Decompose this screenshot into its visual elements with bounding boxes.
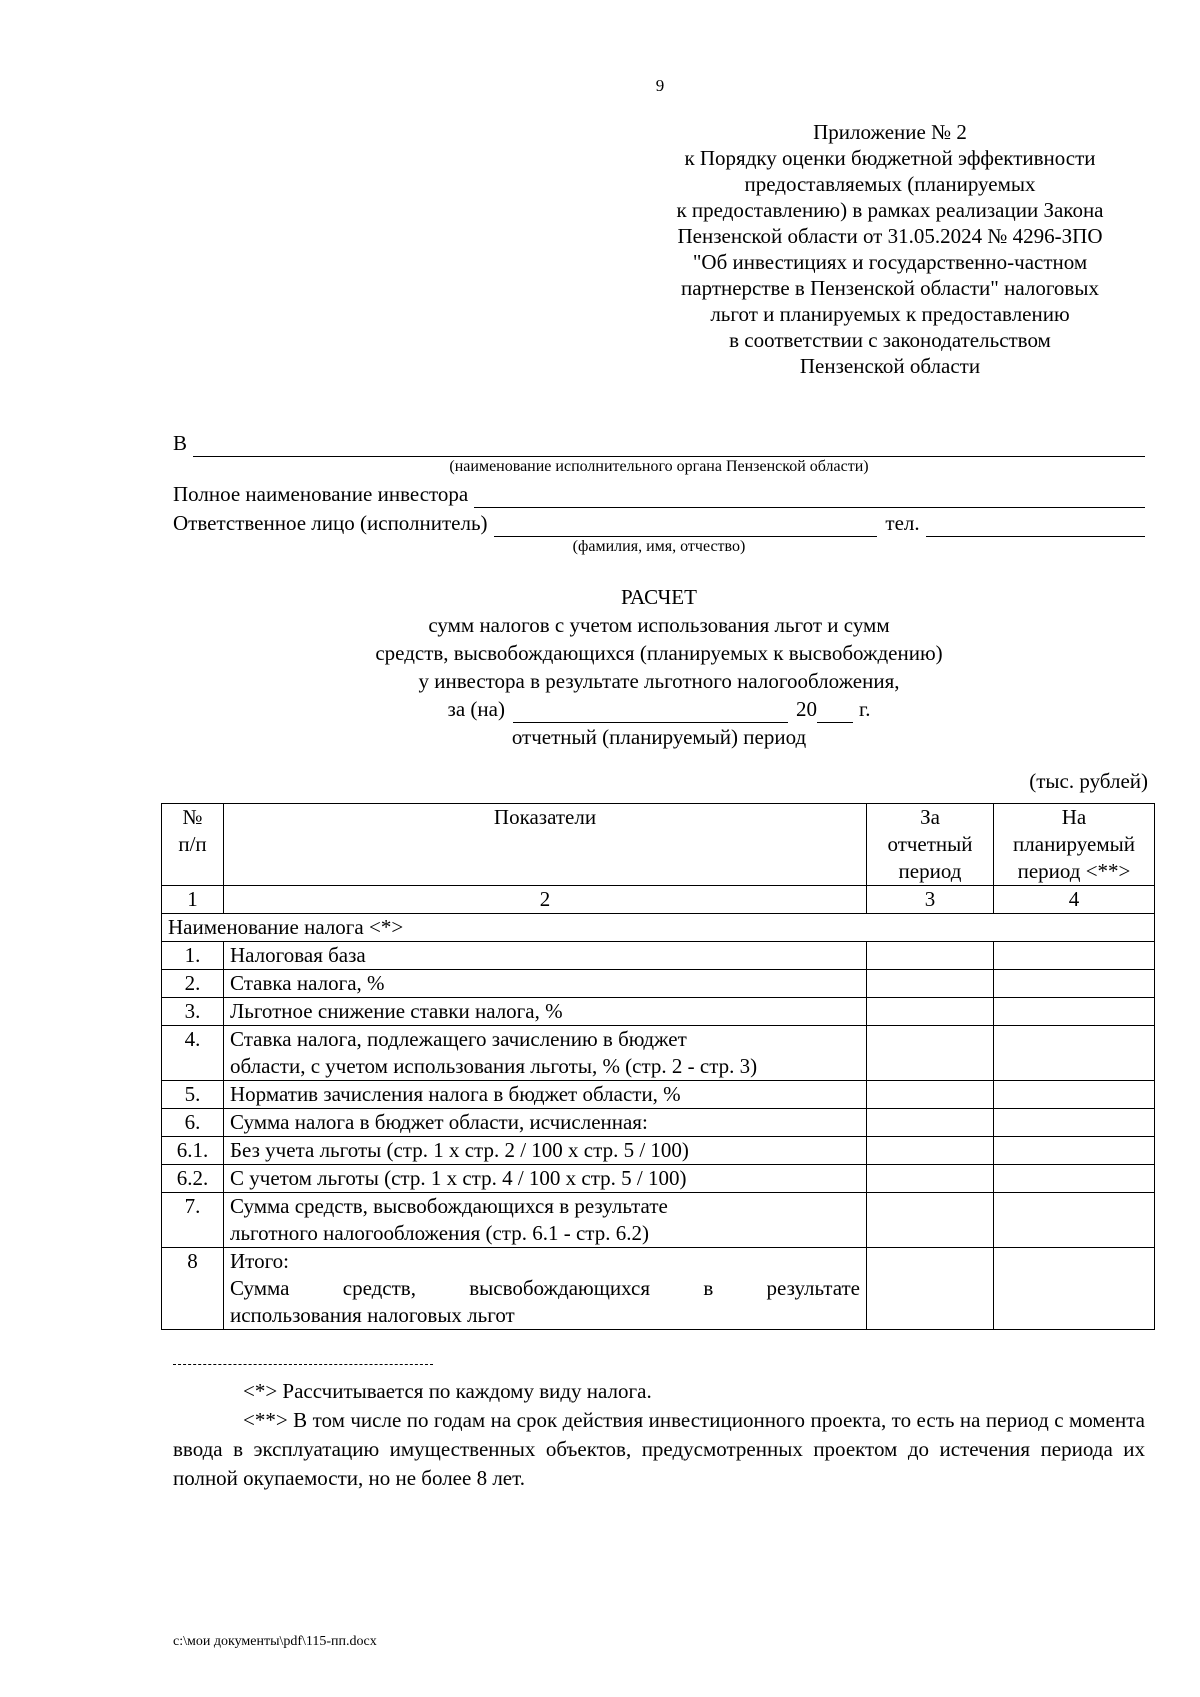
column-number: 4 <box>994 886 1155 914</box>
column-number-row <box>162 886 1155 914</box>
appendix-line: предоставляемых (планируемых <box>744 172 1036 196</box>
planned-value-cell[interactable] <box>994 1109 1155 1137</box>
title-line: средств, высвобождающихся (планируемых к высвобождению) <box>375 641 943 665</box>
page-number: 9 <box>655 76 665 95</box>
header-indicators: Показатели <box>224 804 867 886</box>
planned-value-cell[interactable] <box>994 998 1155 1026</box>
title-line: сумм налогов с учетом использования льгот и сумм <box>428 613 890 637</box>
responsible-block <box>173 510 1145 557</box>
justified-line: Сумма средств, высвобождающихся в результате <box>230 1276 860 1300</box>
planned-value-cell[interactable] <box>994 1081 1155 1109</box>
year-prefix: 20 <box>795 697 817 721</box>
recipient-blank[interactable] <box>193 437 1145 457</box>
row-number: 6. <box>162 1109 224 1137</box>
row-indicator: Сумма средств, высвобождающихся в результате льготного налогообложения (стр. 6.1 - стр. 6.2) <box>224 1193 867 1248</box>
row-number: 5. <box>162 1081 224 1109</box>
units-label: (тыс. рублей) <box>1029 769 1148 793</box>
table-row <box>162 942 1155 970</box>
period-prefix: за (на) <box>447 697 505 721</box>
table-row <box>162 1137 1155 1165</box>
planned-value-cell[interactable] <box>994 942 1155 970</box>
table-row <box>162 970 1155 998</box>
reporting-value-cell[interactable] <box>867 970 994 998</box>
investor-label: Полное наименование инвестора <box>173 482 469 506</box>
row-indicator: Налоговая база <box>224 942 867 970</box>
reporting-value-cell[interactable] <box>867 1109 994 1137</box>
planned-value-cell[interactable] <box>994 1165 1155 1193</box>
reporting-value-cell[interactable] <box>867 1026 994 1081</box>
reporting-value-cell[interactable] <box>867 1165 994 1193</box>
header-num: № п/п <box>162 804 224 886</box>
footnote: <*> Рассчитывается по каждому виду налога. <box>243 1379 652 1403</box>
row-indicator: Ставка налога, подлежащего зачислению в бюджет области, с учетом использования льготы, % (стр. 2 - стр. 3) <box>224 1026 867 1081</box>
reporting-value-cell[interactable] <box>867 1081 994 1109</box>
footnote: <**> В том числе по годам на срок действия инвестиционного проекта, то есть на период с момента ввода в эксплуатацию имущественных объектов, предусмотренных проектом до истечения периода их полной окупаемости, но не более 8 лет. <box>173 1408 1145 1490</box>
table-row <box>162 1193 1155 1248</box>
appendix-line: Приложение № 2 <box>813 120 967 144</box>
table-row <box>162 1026 1155 1081</box>
appendix-line: Пензенской области от 31.05.2024 № 4296-ЗПО <box>677 224 1103 248</box>
row-indicator: Без учета льготы (стр. 1 x стр. 2 / 100 x стр. 5 / 100) <box>224 1137 867 1165</box>
planned-value-cell[interactable] <box>994 1193 1155 1248</box>
year-suffix: г. <box>858 697 871 721</box>
reporting-value-cell[interactable] <box>867 1248 994 1330</box>
planned-value-cell[interactable] <box>994 1137 1155 1165</box>
appendix-line: к Порядку оценки бюджетной эффективности <box>684 146 1096 170</box>
row-indicator: Ставка налога, % <box>224 970 867 998</box>
appendix-line: Пензенской области <box>799 354 981 378</box>
header-reporting: За отчетный период <box>867 804 994 886</box>
reporting-value-cell[interactable] <box>867 942 994 970</box>
document-title <box>173 583 1145 751</box>
row-number: 6.2. <box>162 1165 224 1193</box>
column-number: 3 <box>867 886 994 914</box>
appendix-header <box>630 119 1150 379</box>
row-indicator: Итого: Сумма средств, высвобождающихся в результате использования налоговых льгот <box>224 1248 867 1330</box>
investor-block <box>173 481 1145 508</box>
footnotes <box>173 1377 1145 1493</box>
row-indicator: Норматив зачисления налога в бюджет области, % <box>224 1081 867 1109</box>
file-path: c:\мои документы\pdf\115-пп.docx <box>173 1634 377 1649</box>
column-number: 1 <box>162 886 224 914</box>
responsible-blank[interactable] <box>494 517 878 537</box>
recipient-line <box>173 430 1145 457</box>
row-number: 6.1. <box>162 1137 224 1165</box>
reporting-value-cell[interactable] <box>867 1137 994 1165</box>
total-row <box>162 1248 1155 1330</box>
appendix-line: в соответствии с законодательством <box>729 328 1051 352</box>
planned-value-cell[interactable] <box>994 970 1155 998</box>
period-caption: отчетный (планируемый) период <box>511 725 807 749</box>
row-number: 3. <box>162 998 224 1026</box>
investor-blank[interactable] <box>474 488 1145 508</box>
row-number: 1. <box>162 942 224 970</box>
header-planned: На планируемый период <**> <box>994 804 1155 886</box>
responsible-caption: (фамилия, имя, отчество) <box>572 538 746 555</box>
section-label: Наименование налога <*> <box>162 914 1155 942</box>
footnote-divider <box>173 1364 433 1365</box>
row-indicator: С учетом льготы (стр. 1 x стр. 4 / 100 x стр. 5 / 100) <box>224 1165 867 1193</box>
tel-blank[interactable] <box>926 517 1145 537</box>
period-line <box>173 695 1145 723</box>
year-blank[interactable] <box>817 703 853 723</box>
table-row <box>162 1081 1155 1109</box>
title-line: у инвестора в результате льготного налогообложения, <box>418 669 900 693</box>
title-heading: РАСЧЕТ <box>621 585 697 609</box>
calculation-table <box>161 803 1155 1330</box>
table-row <box>162 1109 1155 1137</box>
row-number: 2. <box>162 970 224 998</box>
recipient-block <box>173 430 1145 477</box>
recipient-caption: (наименование исполнительного органа Пензенской области) <box>449 458 869 475</box>
section-row <box>162 914 1155 942</box>
row-number: 7. <box>162 1193 224 1248</box>
responsible-line <box>173 510 1145 537</box>
reporting-value-cell[interactable] <box>867 998 994 1026</box>
appendix-line: партнерстве в Пензенской области" налоговых <box>681 276 1099 300</box>
appendix-line: "Об инвестициях и государственно-частном <box>692 250 1088 274</box>
row-indicator: Льготное снижение ставки налога, % <box>224 998 867 1026</box>
table-row <box>162 1165 1155 1193</box>
reporting-value-cell[interactable] <box>867 1193 994 1248</box>
responsible-label: Ответственное лицо (исполнитель) <box>173 511 488 535</box>
appendix-line: льгот и планируемых к предоставлению <box>710 302 1070 326</box>
planned-value-cell[interactable] <box>994 1248 1155 1330</box>
period-blank[interactable] <box>513 703 788 723</box>
investor-line <box>173 481 1145 508</box>
tel-label: тел. <box>885 511 920 535</box>
recipient-label: В <box>173 431 188 455</box>
row-indicator: Сумма налога в бюджет области, исчисленная: <box>224 1109 867 1137</box>
column-number: 2 <box>224 886 867 914</box>
row-number: 8 <box>162 1248 224 1330</box>
row-number: 4. <box>162 1026 224 1081</box>
planned-value-cell[interactable] <box>994 1026 1155 1081</box>
appendix-line: к предоставлению) в рамках реализации Закона <box>676 198 1104 222</box>
table-header-row <box>162 804 1155 886</box>
table-row <box>162 998 1155 1026</box>
